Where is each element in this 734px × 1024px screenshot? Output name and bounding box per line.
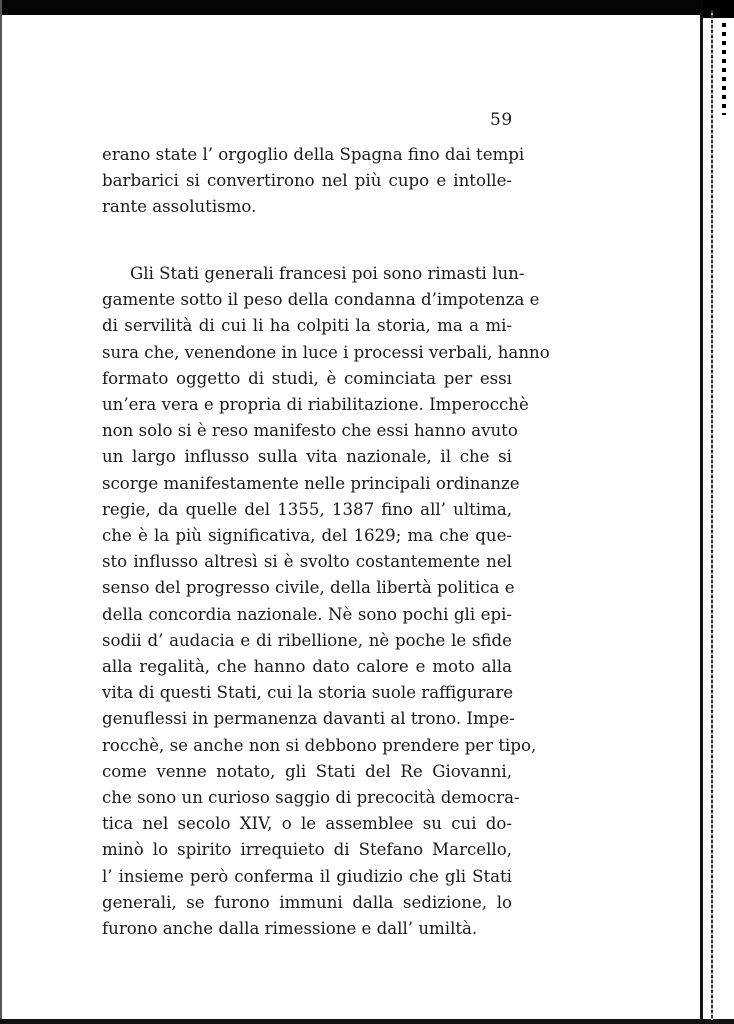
scan-top-border [0, 0, 734, 15]
paragraph-1 [102, 142, 525, 221]
text-line: sto influsso altresì si è svolto costantemente nel [102, 552, 512, 572]
text-line: erano state l’ orgoglio della Spagna fino dai tempi [102, 145, 525, 164]
text-line: un largo influsso sulla vita nazionale, il che si [102, 447, 512, 467]
text-line: gamente sotto il peso della condanna d’impotenza e [102, 290, 540, 310]
text-line: sodii d’ audacia e di ribellione, nè poche le sfide [102, 630, 512, 650]
text-line: barbarici si convertirono nel più cupo e intolle- [102, 171, 512, 191]
text-line: alla regalità, che hanno dato calore e moto alla [102, 657, 512, 677]
scan-bottom-border [0, 1019, 734, 1024]
text-line: non solo si è reso manifesto che essi hanno avuto [102, 421, 518, 441]
text-line: che sono un curioso saggio di precocità democra- [102, 788, 520, 808]
text-line: generali, se furono immuni dalla sedizione, lo [102, 892, 512, 912]
text-line: formato oggetto di studi, è cominciata per essı [102, 368, 512, 388]
text-line: un’era vera e propria di riabilitazione. Imperocchè [102, 395, 529, 415]
book-spine-corner [703, 0, 734, 18]
text-line: furono anche dalla rimessione e dall’ umiltà. [102, 919, 478, 939]
scan-left-border [0, 0, 2, 1024]
text-line: tica nel secolo XIV, o le assemblee su cui do- [102, 814, 512, 834]
paragraph-2 [102, 261, 550, 942]
text-line: Gli Stati generali francesi poi sono rimasti lun- [130, 264, 525, 283]
text-line: rocchè, se anche non si debbono prendere per tipo, [102, 735, 537, 755]
text-line: di servilità di cui li ha colpiti la storia, ma a mi- [102, 316, 512, 336]
page-number: 59 [490, 110, 513, 130]
text-line: senso del progresso civile, della libertà politica e [102, 578, 515, 598]
text-line: minò lo spirito irrequieto di Stefano Marcello, [102, 840, 512, 860]
text-line: regie, da quelle del 1355, 1387 fino all’ ultima, [102, 499, 512, 519]
text-line: vita di questi Stati, cui la storia suole raffigurare [102, 683, 514, 703]
text-line: della concordia nazionale. Nè sono pochi gli epi- [102, 604, 512, 624]
text-line: come venne notato, gli Stati del Re Giovanni, [102, 761, 512, 781]
book-spine-edge [700, 10, 703, 1020]
text-line: rante assolutismo. [102, 197, 257, 217]
text-line: sura che, venendone in luce i processi verbali, hanno [102, 342, 550, 362]
text-line: genuflessi in permanenza davanti al trono. Impe- [102, 709, 515, 729]
text-line: l’ insieme però conferma il giudizio che gli Stati [102, 866, 512, 886]
book-spine-edge-dotted [711, 10, 713, 1020]
text-line: scorge manifestamente nelle principali ordinanze [102, 473, 520, 493]
book-spine-marks [722, 5, 726, 115]
text-line: che è la più significativa, del 1629; ma che que- [102, 526, 512, 546]
